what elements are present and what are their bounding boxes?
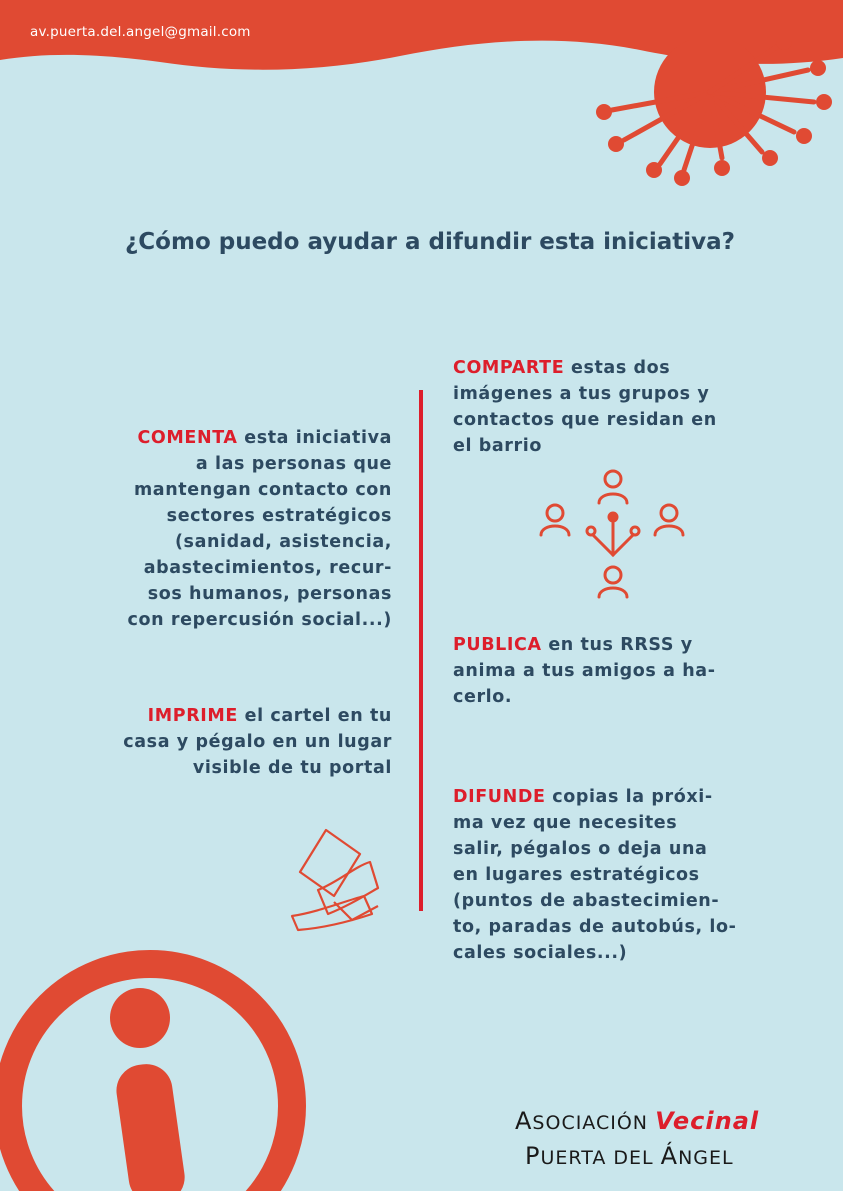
imprime-text: el cartel en tu casa y pégalo en un lugar visible de tu portal: [123, 706, 392, 778]
footer-line-2: [525, 1142, 734, 1170]
footer-line1-rest: SOCIACIÓN: [532, 1112, 656, 1134]
difunde-keyword: DIFUNDE: [453, 787, 546, 807]
footer-line2-initial-2: Á: [660, 1142, 679, 1170]
footer-line2-initial: P: [525, 1142, 541, 1170]
publica-text: en tus RRSS y anima a tus amigos a ha- cerlo.: [453, 635, 716, 707]
comenta-block: [60, 425, 392, 633]
footer-line2-part: UERTA DEL: [540, 1147, 661, 1169]
comenta-keyword: COMENTA: [137, 428, 238, 448]
header-email: av.puerta.del.angel@gmail.com: [30, 24, 251, 40]
info-icon: [0, 930, 320, 1191]
publica-block: [453, 632, 783, 710]
footer-line1-initial: A: [515, 1107, 533, 1135]
footer-line-1: [515, 1107, 759, 1135]
comparte-block: [453, 355, 783, 459]
imprime-keyword: IMPRIME: [147, 706, 238, 726]
share-network-icon: [535, 465, 695, 605]
footer-vecinal: Vecinal: [655, 1107, 760, 1135]
comenta-text: esta iniciativa a las personas que mantengan contacto con sectores estratégicos (sanidad, asistencia, abastecimientos, recur- sos humanos, personas con repercusión social...): [127, 428, 392, 630]
imprime-block: [60, 703, 392, 781]
paper-stack-icon: [278, 826, 388, 936]
column-divider: [419, 390, 423, 911]
difunde-text: copias la próxi- ma vez que necesites salir, pégalos o deja una en lugares estratégicos (puntos de abastecimien- to, paradas de autobús, lo- cales sociales...): [453, 787, 737, 963]
page-title: ¿Cómo puedo ayudar a difundir esta iniciativa?: [124, 229, 736, 255]
comparte-keyword: COMPARTE: [453, 358, 565, 378]
virus-icon: [582, 40, 843, 190]
publica-keyword: PUBLICA: [453, 635, 542, 655]
difunde-block: [453, 784, 783, 966]
comparte-text: estas dos imágenes a tus grupos y contactos que residan en el barrio: [453, 358, 717, 456]
footer-line2-rest: NGEL: [678, 1147, 734, 1169]
